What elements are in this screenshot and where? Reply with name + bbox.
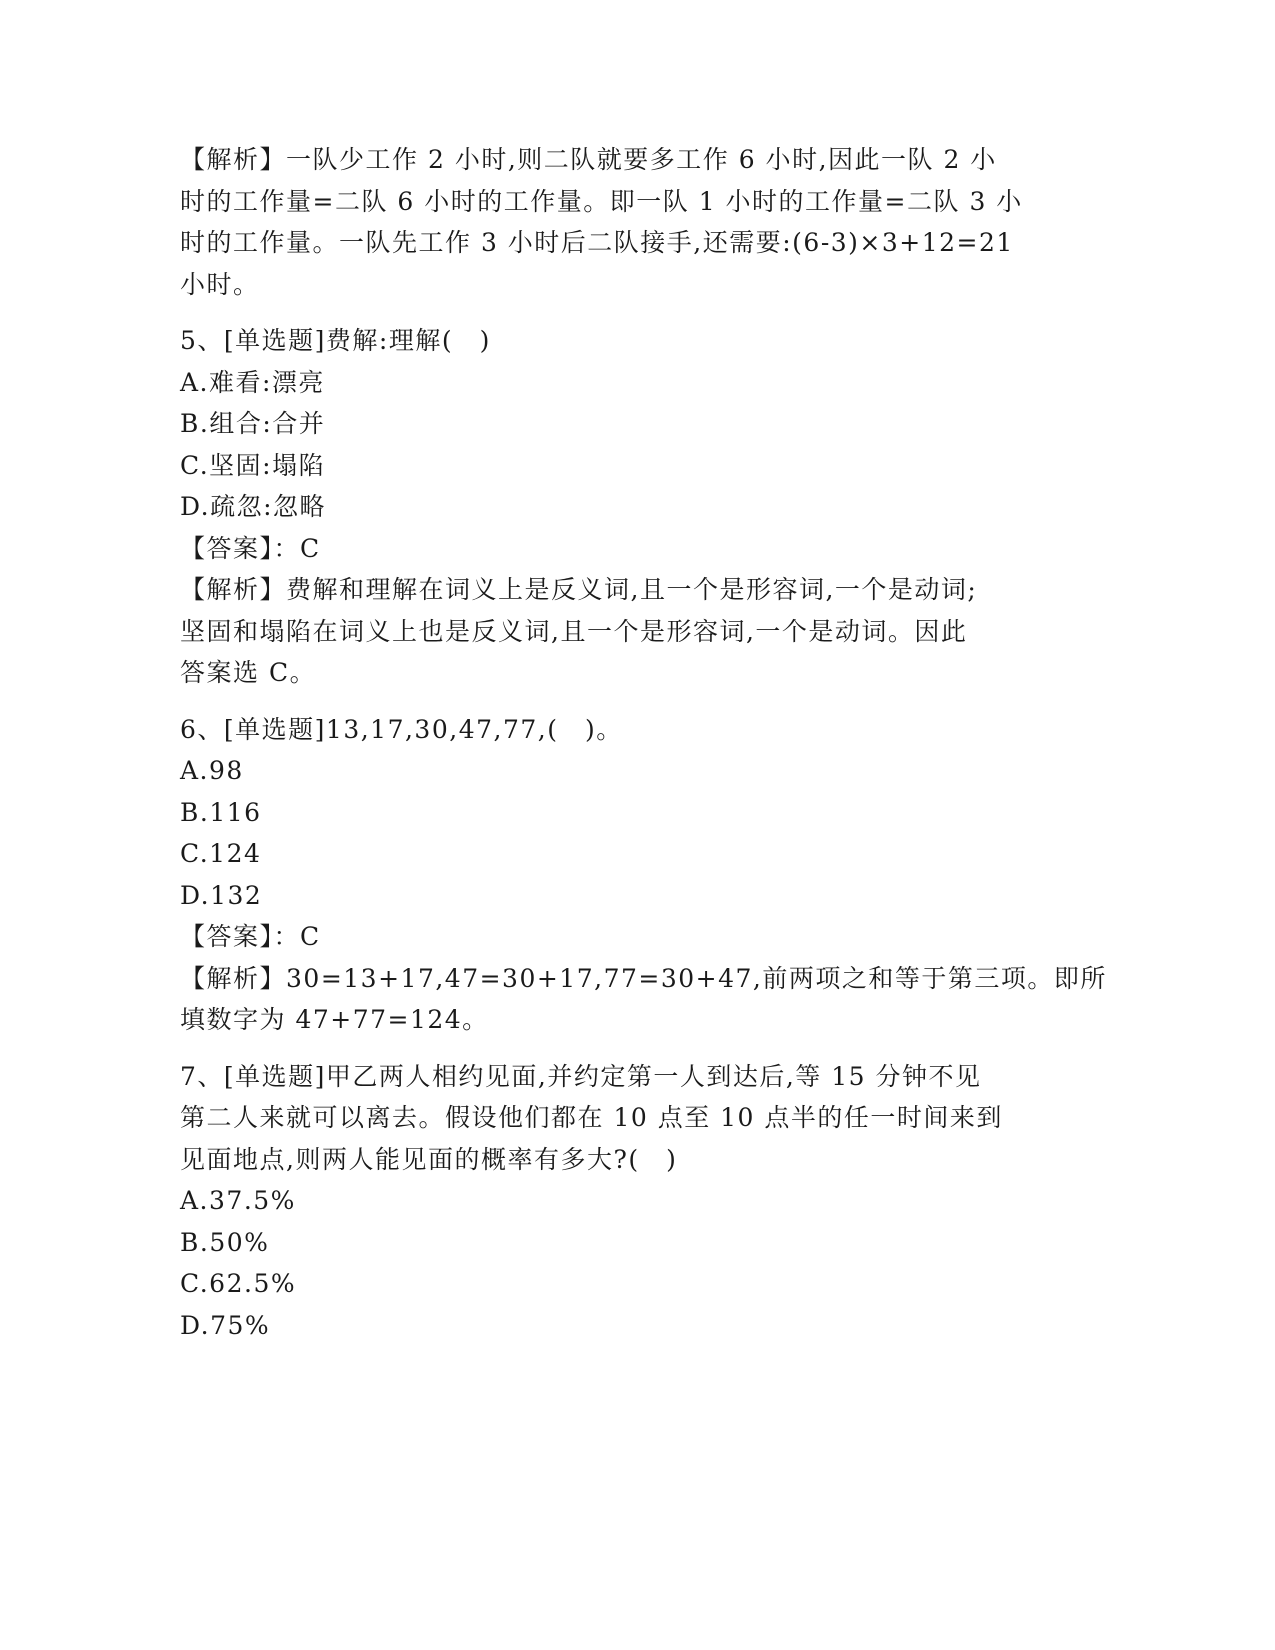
question-6-analysis-line-2: 填数字为 47+77=124。: [180, 1005, 489, 1034]
analysis-line-4: 小时。: [180, 269, 260, 299]
question-6-analysis-line-1: 【解析】30=13+17,47=30+17,77=30+47,前两项之和等于第三项。即所: [180, 963, 1107, 993]
analysis-line-3: 时的工作量。一队先工作 3 小时后二队接手,还需要:(6-3)×3+12=21: [180, 228, 1014, 257]
question-5-analysis-line-2: 坚固和塌陷在词义上也是反义词,且一个是形容词,一个是动词。因此: [180, 616, 968, 646]
question-5-option-c: C.坚固:塌陷: [180, 450, 326, 480]
question-5-option-d: D.疏忽:忽略: [180, 492, 327, 521]
question-6-option-b: B.116: [180, 797, 262, 827]
question-5-option-a: A.难看:漂亮: [180, 367, 325, 397]
document-page: [180, 139, 1107, 1346]
question-5: [180, 320, 1060, 694]
question-7-option-a: A.37.5%: [180, 1186, 296, 1215]
question-7-text-line-3: 见面地点,则两人能见面的概率有多大?( ): [180, 1144, 678, 1174]
question-5-text: 5、[单选题]费解:理解( ): [180, 326, 491, 355]
analysis-line-2: 时的工作量=二队 6 小时的工作量。即一队 1 小时的工作量=二队 3 小: [180, 186, 1023, 216]
question-5-analysis-line-3: 答案选 C。: [180, 658, 317, 687]
question-6-option-c: C.124: [180, 839, 262, 868]
question-6-option-d: D.132: [180, 880, 263, 910]
intro-analysis: [180, 139, 1060, 305]
question-6: [180, 709, 1107, 1041]
analysis-label: 【解析】: [180, 145, 287, 174]
question-7-text-line-2: 第二人来就可以离去。假设他们都在 10 点至 10 点半的任一时间来到: [180, 1103, 1003, 1132]
question-5-analysis-line-1: 【解析】费解和理解在词义上是反义词,且一个是形容词,一个是动词;: [180, 575, 978, 604]
question-5-answer: 【答案】：C: [180, 533, 321, 563]
question-5-option-b: B.组合:合并: [180, 409, 326, 438]
question-7-option-c: C.62.5%: [180, 1269, 297, 1298]
question-7: [180, 1056, 1060, 1347]
question-7-option-d: D.75%: [180, 1310, 271, 1340]
question-7-text-line-1: 7、[单选题]甲乙两人相约见面,并约定第一人到达后,等 15 分钟不见: [180, 1061, 982, 1091]
analysis-line-1: 【解析】一队少工作 2 小时,则二队就要多工作 6 小时,因此一队 2 小: [180, 145, 997, 174]
analysis-label: 【解析】: [180, 963, 287, 993]
question-6-option-a: A.98: [180, 756, 244, 785]
analysis-label: 【解析】: [180, 575, 287, 604]
question-6-text: 6、[单选题]13,17,30,47,77,( )。: [180, 714, 623, 744]
question-6-answer: 【答案】：C: [180, 922, 321, 951]
question-7-option-b: B.50%: [180, 1227, 270, 1257]
